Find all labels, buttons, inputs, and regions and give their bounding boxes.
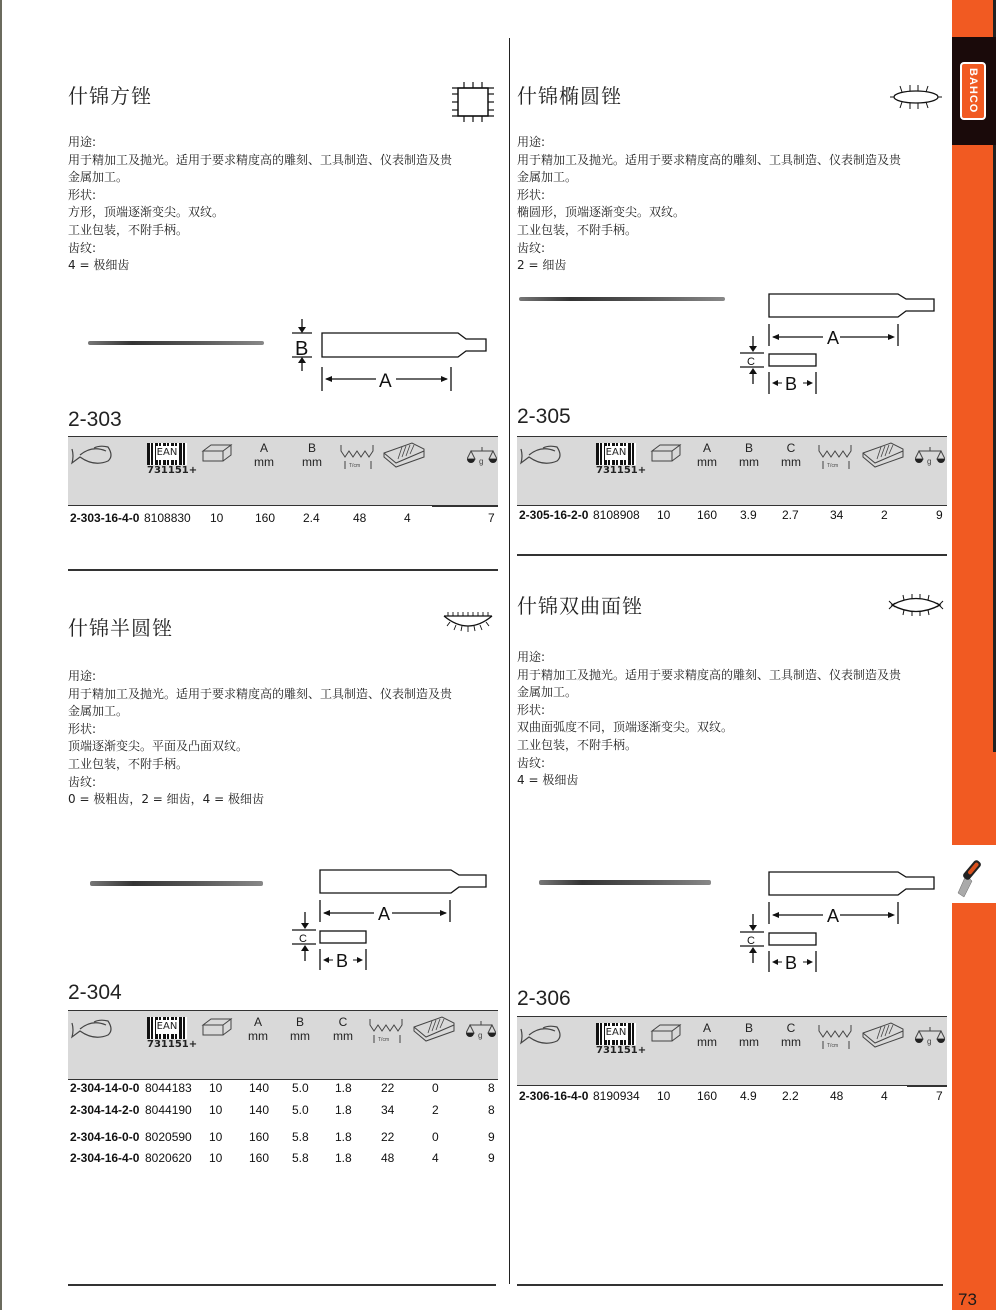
section-end-rule — [68, 1284, 496, 1286]
use-text: 用于精加工及抛光。适用于要求精度高的雕刻、工具制造、仪表制造及贵 — [68, 152, 453, 167]
svg-text:g: g — [927, 1037, 932, 1046]
section-description — [517, 649, 947, 790]
section-description — [68, 668, 498, 809]
pack-text: 工业包装，不附手柄。 — [517, 222, 638, 237]
dim-label-c: C — [747, 935, 755, 947]
section-description — [517, 134, 947, 275]
teeth-per-cm-icon — [337, 443, 379, 471]
section-title: 什锦方锉 — [68, 84, 152, 108]
section-end-rule — [517, 1284, 943, 1286]
col-b-header: B mm — [739, 441, 759, 469]
teeth-per-cm-icon — [815, 443, 857, 471]
dim-label-a: A — [827, 906, 840, 926]
dim-label-c: C — [747, 356, 755, 368]
dim-label-b: B — [785, 953, 798, 973]
dim-label-b: B — [295, 338, 309, 360]
svg-text:g: g — [479, 457, 484, 466]
article-number-fish-icon — [519, 443, 563, 469]
col-a-header: A mm — [697, 441, 717, 469]
dimension-diagram — [738, 290, 938, 395]
table-row: 2-305-16-2-0 8108908 10 160 3.9 2.7 34 2 9 — [519, 508, 943, 522]
table-row: 2-304-14-0-0 8044183 10 140 5.0 1.8 22 0 8 — [70, 1081, 495, 1095]
svg-text:g: g — [478, 1031, 483, 1040]
use-text-cont: 金属加工。 — [68, 170, 129, 185]
teeth-per-cm-icon — [366, 1017, 408, 1045]
file-photo — [90, 881, 263, 886]
col-a-header: A mm — [254, 441, 274, 469]
pack-quantity-box-icon — [650, 1023, 682, 1043]
use-text-cont: 金属加工。 — [517, 170, 578, 185]
ean-barcode-icon: EAN 731151+ — [596, 443, 636, 476]
table-row: 2-304-16-4-0 8020620 10 160 5.8 1.8 48 4 9 — [70, 1151, 495, 1165]
model-number: 2-304 — [68, 981, 122, 1004]
weight-scale-icon — [915, 1025, 945, 1047]
pack-text: 工业包装，不附手柄。 — [68, 222, 189, 237]
article-number-fish-icon — [519, 1023, 563, 1049]
table-row: 2-304-14-2-0 8044190 10 140 5.0 1.8 34 2 8 — [70, 1103, 495, 1117]
shape-label: 形状: — [68, 721, 97, 736]
shape-text: 椭圆形，顶端逐渐变尖。双纹。 — [517, 205, 686, 220]
cut-grade-icon — [412, 1015, 456, 1045]
brand-side-strip — [952, 0, 996, 1310]
file-photo — [519, 297, 725, 301]
ean-barcode-icon: EAN 731151+ — [147, 1017, 187, 1050]
spec-table-header — [517, 1016, 947, 1086]
teeth-per-cm-icon — [815, 1023, 857, 1051]
use-label: 用途: — [68, 669, 97, 683]
use-text: 用于精加工及抛光。适用于要求精度高的雕刻、工具制造、仪表制造及贵 — [517, 667, 902, 682]
pack-text: 工业包装，不附手柄。 — [68, 756, 189, 771]
cut-label: 齿纹: — [517, 755, 546, 770]
dim-label-a: A — [378, 904, 391, 924]
shape-text: 方形，顶端逐渐变尖。双纹。 — [68, 205, 225, 220]
half-round-cross-section-icon — [440, 610, 496, 636]
category-tool-thumbnail — [952, 845, 996, 903]
weight-scale-icon — [466, 1019, 496, 1041]
article-number-fish-icon — [70, 443, 114, 469]
svg-text:T/cm: T/cm — [378, 1037, 390, 1043]
pack-quantity-box-icon — [201, 1017, 233, 1037]
svg-text:T/cm: T/cm — [827, 463, 839, 469]
dim-label-b: B — [785, 374, 798, 394]
shape-text: 顶端逐渐变尖。平面及凸面双纹。 — [68, 739, 249, 754]
brand-name: BAHCO — [967, 68, 979, 114]
file-photo — [539, 880, 711, 885]
section-title: 什锦椭圆锉 — [517, 84, 622, 108]
use-text: 用于精加工及抛光。适用于要求精度高的雕刻、工具制造、仪表制造及贵 — [517, 152, 902, 167]
col-c-header: C mm — [333, 1015, 353, 1043]
use-text-cont: 金属加工。 — [517, 685, 578, 700]
use-label: 用途: — [517, 135, 546, 149]
dim-label-a: A — [827, 328, 840, 348]
cut-label: 齿纹: — [517, 240, 546, 255]
ean-barcode-icon: EAN 731151+ — [596, 1023, 636, 1056]
cut-grade-icon — [382, 441, 426, 471]
shape-label: 形状: — [68, 187, 97, 202]
dim-label-c: C — [299, 933, 307, 945]
file-photo — [88, 341, 264, 345]
column-divider — [509, 38, 510, 1284]
svg-text:g: g — [927, 457, 932, 466]
model-number: 2-303 — [68, 408, 122, 431]
shape-text: 双曲面弧度不同，顶端逐渐变尖。双纹。 — [517, 720, 734, 735]
cut-text: 4 = 极细齿 — [517, 773, 579, 788]
dimension-diagram — [738, 868, 938, 973]
col-b-header: B mm — [290, 1015, 310, 1043]
cut-grade-icon — [861, 1021, 905, 1051]
cut-text: 0 = 极粗齿，2 = 细齿，4 = 极细齿 — [68, 792, 264, 807]
weight-scale-icon — [467, 445, 497, 467]
svg-text:T/cm: T/cm — [827, 1043, 839, 1049]
table-rule — [907, 1085, 947, 1087]
bahco-logo — [960, 62, 986, 120]
col-c-header: C mm — [781, 1021, 801, 1049]
col-b-header: B mm — [302, 441, 322, 469]
scraper-tool-icon — [952, 845, 996, 903]
use-text: 用于精加工及抛光。适用于要求精度高的雕刻、工具制造、仪表制造及贵 — [68, 686, 453, 701]
svg-text:T/cm: T/cm — [349, 463, 361, 469]
table-row: 2-304-16-0-0 8020590 10 160 5.8 1.8 22 0 9 — [70, 1130, 495, 1144]
weight-scale-icon — [915, 445, 945, 467]
section-title: 什锦半圆锉 — [68, 616, 173, 640]
article-number-fish-icon — [70, 1017, 114, 1043]
section-title: 什锦双曲面锉 — [517, 594, 643, 618]
spec-table-header — [517, 436, 947, 506]
cut-grade-icon — [861, 441, 905, 471]
page-number: 73 — [958, 1290, 977, 1309]
cut-label: 齿纹: — [68, 774, 97, 789]
spec-table-header — [68, 1010, 498, 1080]
dimension-diagram — [290, 866, 490, 971]
table-row: 2-303-16-4-0 8108830 10 160 2.4 48 4 7 — [70, 511, 495, 525]
section-description — [68, 134, 498, 275]
col-a-header: A mm — [697, 1021, 717, 1049]
spec-table-header — [68, 436, 498, 506]
model-number: 2-305 — [517, 405, 571, 428]
col-b-header: B mm — [739, 1021, 759, 1049]
ean-barcode-icon: EAN 731151+ — [147, 443, 187, 476]
oval-cross-section-icon — [888, 84, 944, 110]
use-text-cont: 金属加工。 — [68, 704, 129, 719]
col-a-header: A mm — [248, 1015, 268, 1043]
square-cross-section-icon — [452, 80, 494, 124]
col-c-header: C mm — [781, 441, 801, 469]
page-left-rule — [0, 0, 2, 1310]
section-end-rule — [68, 569, 498, 571]
table-rule — [432, 505, 498, 507]
table-row: 2-306-16-4-0 8190934 10 160 4.9 2.2 48 4 7 — [519, 1089, 943, 1103]
dim-label-a: A — [379, 371, 392, 392]
cut-label: 齿纹: — [68, 240, 97, 255]
pack-text: 工业包装，不附手柄。 — [517, 737, 638, 752]
pack-quantity-box-icon — [201, 443, 233, 463]
shape-label: 形状: — [517, 702, 546, 717]
section-end-rule — [517, 554, 947, 556]
use-label: 用途: — [68, 135, 97, 149]
cut-text: 4 = 极细齿 — [68, 258, 130, 273]
model-number: 2-306 — [517, 987, 571, 1010]
shape-label: 形状: — [517, 187, 546, 202]
use-label: 用途: — [517, 650, 546, 664]
pack-quantity-box-icon — [650, 443, 682, 463]
dim-label-b: B — [336, 951, 349, 971]
dimension-diagram — [290, 315, 490, 395]
cut-text: 2 = 细齿 — [517, 258, 567, 273]
double-curved-cross-section-icon — [888, 592, 944, 618]
